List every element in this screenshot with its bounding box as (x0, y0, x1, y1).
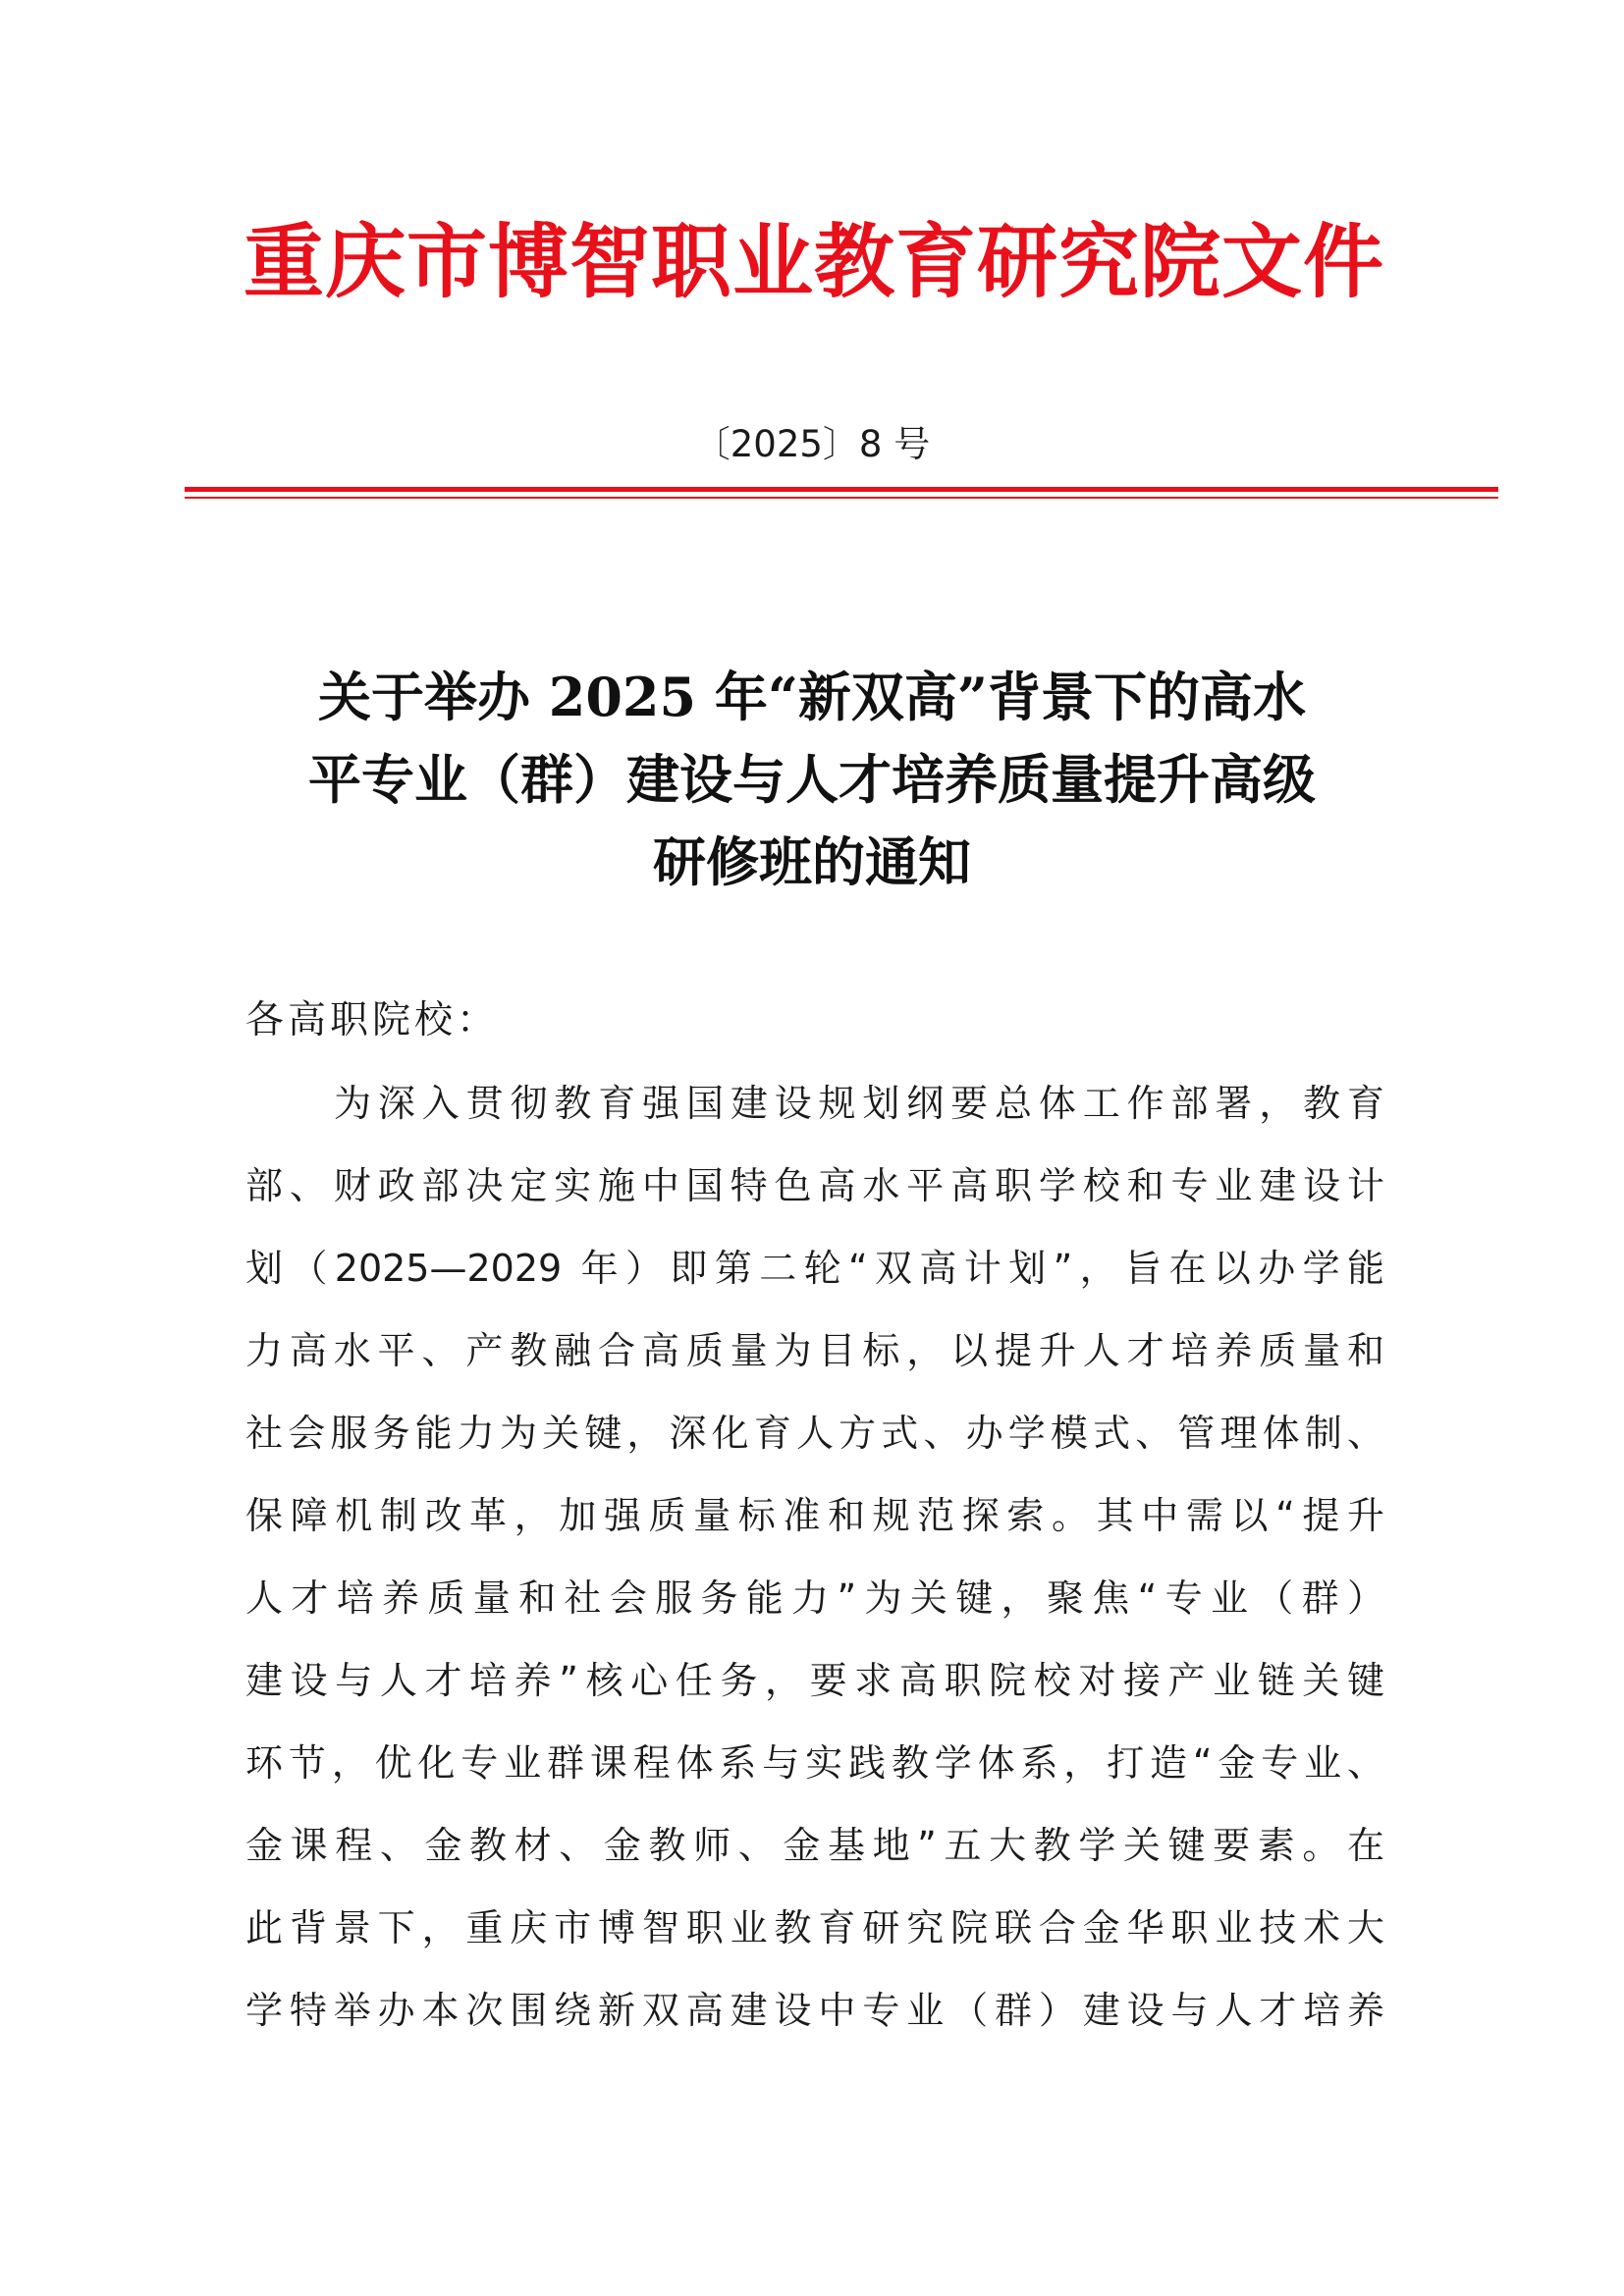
body-line: 建设与人才培养”核心任务，要求高职院校对接产业链关键 (245, 1659, 1384, 1702)
body-line: 社会服务能力为关键，深化育人方式、办学模式、管理体制、 (245, 1412, 1384, 1455)
body-line: 此背景下，重庆市博智职业教育研究院联合金华职业技术大 (245, 1906, 1384, 1949)
body-line: 金课程、金教材、金教师、金基地”五大教学关键要素。在 (245, 1824, 1384, 1867)
body-line: 环节，优化专业群课程体系与实践教学体系，打造“金专业、 (245, 1741, 1384, 1785)
salutation: 各高职院校： (245, 998, 500, 1042)
body-line: 力高水平、产教融合高质量为目标，以提升人才培养质量和 (245, 1329, 1384, 1372)
body-line: 划（2025—2029 年）即第二轮“双高计划”，旨在以办学能 (245, 1247, 1384, 1290)
notice-title (236, 656, 1388, 903)
notice-title-line: 关于举办 2025 年“新双高”背景下的高水 (317, 666, 1306, 728)
body-line: 人才培养质量和社会服务能力”为关键，聚焦“专业（群） (245, 1576, 1384, 1620)
header-red-rule-thick (185, 487, 1498, 492)
header-red-rule-thin (185, 497, 1498, 499)
document-number: 〔2025〕8 号 (693, 423, 931, 465)
body-line: 学特举办本次围绕新双高建设中专业（群）建设与人才培养 (245, 1989, 1384, 2032)
body-line: 部、财政部决定实施中国特色高水平高职学校和专业建设计 (245, 1164, 1384, 1207)
body-line: 为深入贯彻教育强国建设规划纲要总体工作部署，教育 (334, 1082, 1384, 1125)
body-line: 保障机制改革，加强质量标准和规范探索。其中需以“提升 (245, 1494, 1384, 1537)
org-header-title: 重庆市博智职业教育研究院文件 (244, 215, 1385, 309)
notice-title-line: 平专业（群）建设与人才培养质量提升高级 (308, 748, 1316, 811)
notice-title-line: 研修班的通知 (653, 830, 971, 893)
body-paragraph (245, 1074, 1384, 2063)
